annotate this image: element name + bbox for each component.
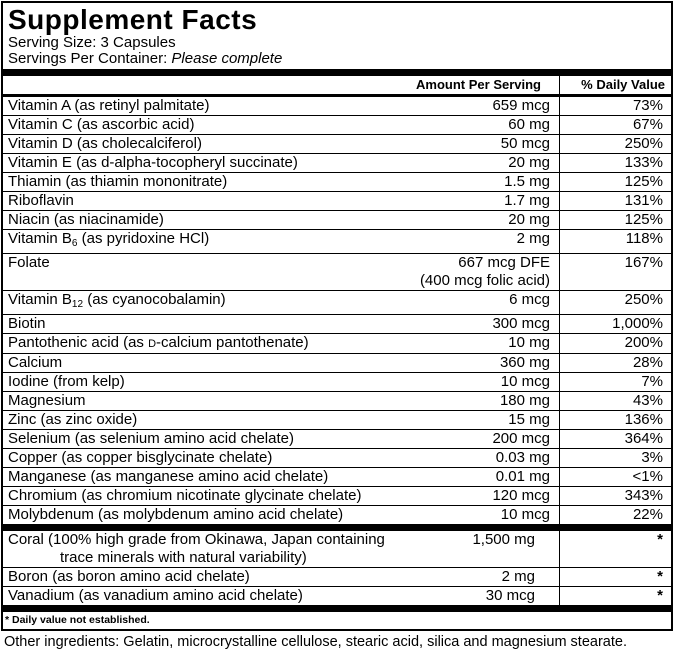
nutrient-name: Coral (100% high grade from Okinawa, Japan containing trace minerals with natural variability) — [8, 531, 385, 566]
nutrient-row — [3, 97, 671, 116]
daily-value: 7% — [559, 373, 671, 391]
amount-value: 300 mcg — [492, 315, 550, 332]
amount-header: Amount Per Serving — [416, 77, 541, 92]
daily-value: 73% — [559, 97, 671, 115]
table-header-row — [3, 76, 671, 97]
amount-value: 180 mg — [499, 392, 550, 409]
nutrient-name: Vitamin $B_6$ (as pyridoxine HCl) — [8, 230, 210, 249]
amount-value: 659 mcg — [492, 97, 550, 114]
nutrient-name: Vitamin D (as cholecalciferol) — [8, 135, 202, 152]
nutrient-name: Vanadium (as vanadium amino acid chelate) — [8, 587, 303, 604]
nutrient-row — [3, 315, 671, 334]
amount-value: 1.5 mg — [504, 173, 550, 190]
amount-value: 30 mcg — [485, 587, 535, 604]
nutrient-row — [3, 230, 671, 254]
daily-value: * — [559, 587, 671, 605]
servings-per-container — [8, 51, 666, 67]
daily-value: 136% — [559, 411, 671, 429]
nutrient-name: Chromium (as chromium nicotinate glycinate chelate) — [8, 487, 362, 504]
nutrient-name: Pantothenic acid (as D-calcium pantothenate) — [8, 334, 309, 351]
nutrient-row — [3, 468, 671, 487]
nutrient-row — [3, 254, 671, 291]
nutrient-row — [3, 135, 671, 154]
daily-value-header: % Daily Value — [559, 76, 671, 94]
thick-separator-middle — [3, 524, 671, 531]
thick-separator-bottom — [3, 605, 671, 612]
nutrient-name: Magnesium — [8, 392, 86, 409]
nutrient-row — [3, 411, 671, 430]
nutrient-name: Molybdenum (as molybdenum amino acid chelate) — [8, 506, 344, 523]
main-nutrient-rows — [3, 97, 671, 524]
daily-value: 343% — [559, 487, 671, 505]
nutrient-row — [3, 449, 671, 468]
daily-value: 67% — [559, 116, 671, 134]
amount-value: 2 mg — [501, 568, 535, 585]
nutrient-row — [3, 291, 671, 315]
nutrient-name: Calcium — [8, 354, 63, 371]
nutrient-name: Thiamin (as thiamin mononitrate) — [8, 173, 228, 190]
nutrient-name: Selenium (as selenium amino acid chelate) — [8, 430, 294, 447]
nutrient-name: Copper (as copper bisglycinate chelate) — [8, 449, 273, 466]
amount-value: 10 mcg — [500, 506, 550, 523]
amount-value: 10 mg — [508, 334, 550, 351]
nutrient-row — [3, 587, 671, 605]
nutrient-row — [3, 334, 671, 354]
servings-per-container-label: Servings Per Container: — [8, 50, 168, 67]
nutrient-name: Niacin (as niacinamide) — [8, 211, 164, 228]
amount-value: 60 mg — [508, 116, 550, 133]
amount-value: 1,500 mg — [472, 531, 535, 548]
label-title: Supplement Facts — [8, 4, 258, 35]
nutrient-name: Riboflavin — [8, 192, 74, 209]
nutrient-row — [3, 354, 671, 373]
daily-value: * — [559, 531, 671, 567]
amount-value: 360 mg — [499, 354, 550, 371]
label-title-block — [3, 3, 671, 69]
amount-value: 120 mcg — [492, 487, 550, 504]
daily-value: 364% — [559, 430, 671, 448]
amount-value: 667 mcg DFE (400 mcg folic acid) — [419, 254, 550, 289]
daily-value: 43% — [559, 392, 671, 410]
nutrient-row — [3, 116, 671, 135]
amount-value: 2 mg — [516, 230, 550, 247]
daily-value: 125% — [559, 173, 671, 191]
amount-value: 200 mcg — [492, 430, 550, 447]
amount-value: 10 mcg — [500, 373, 550, 390]
header-spacer — [3, 76, 349, 94]
daily-value: 22% — [559, 506, 671, 524]
supplement-facts-label — [1, 1, 673, 631]
nutrient-row — [3, 568, 671, 587]
amount-value: 50 mcg — [500, 135, 550, 152]
footnote: * Daily value not established. — [5, 614, 150, 626]
serving-size: Serving Size: 3 Capsules — [8, 34, 176, 51]
daily-value: 200% — [559, 334, 671, 353]
servings-per-container-value: Please complete — [171, 50, 283, 67]
nutrient-name: Boron (as boron amino acid chelate) — [8, 568, 250, 585]
nutrient-row — [3, 154, 671, 173]
amount-value: 0.03 mg — [495, 449, 550, 466]
amount-value: 0.01 mg — [495, 468, 550, 485]
nutrient-name: Zinc (as zinc oxide) — [8, 411, 138, 428]
daily-value: 3% — [559, 449, 671, 467]
amount-value: 1.7 mg — [504, 192, 550, 209]
daily-value: 131% — [559, 192, 671, 210]
daily-value: 250% — [559, 291, 671, 314]
thick-separator-top — [3, 69, 671, 76]
daily-value: <1% — [559, 468, 671, 486]
nutrient-name: Biotin — [8, 315, 46, 332]
daily-value: 125% — [559, 211, 671, 229]
nutrient-name: Manganese (as manganese amino acid chelate) — [8, 468, 329, 485]
nutrient-name: Folate — [8, 254, 50, 271]
nutrient-row — [3, 211, 671, 230]
nutrient-name: Vitamin $B_{12}$ (as cyanocobalamin) — [8, 291, 226, 310]
daily-value: * — [559, 568, 671, 586]
amount-value: 20 mg — [508, 154, 550, 171]
daily-value: 118% — [559, 230, 671, 253]
daily-value: 1,000% — [559, 315, 671, 333]
daily-value: 133% — [559, 154, 671, 172]
nutrient-row — [3, 373, 671, 392]
daily-value: 250% — [559, 135, 671, 153]
nutrient-name: Vitamin E (as d-alpha-tocopheryl succinate) — [8, 154, 298, 171]
amount-value: 20 mg — [508, 211, 550, 228]
nutrient-row — [3, 531, 671, 568]
daily-value: 167% — [559, 254, 671, 290]
nutrient-row — [3, 506, 671, 524]
supplemental-nutrient-rows — [3, 531, 671, 605]
amount-value: 6 mcg — [509, 291, 550, 308]
nutrient-row — [3, 487, 671, 506]
daily-value: 28% — [559, 354, 671, 372]
nutrient-row — [3, 192, 671, 211]
nutrient-row — [3, 173, 671, 192]
nutrient-name: Vitamin A (as retinyl palmitate) — [8, 97, 210, 114]
nutrient-name: Iodine (from kelp) — [8, 373, 125, 390]
nutrient-row — [3, 430, 671, 449]
nutrient-row — [3, 392, 671, 411]
other-ingredients: Other ingredients: Gelatin, microcrystalline cellulose, stearic acid, silica and magnesium stearate. — [4, 634, 627, 650]
amount-value: 15 mg — [508, 411, 550, 428]
nutrient-name: Vitamin C (as ascorbic acid) — [8, 116, 195, 133]
